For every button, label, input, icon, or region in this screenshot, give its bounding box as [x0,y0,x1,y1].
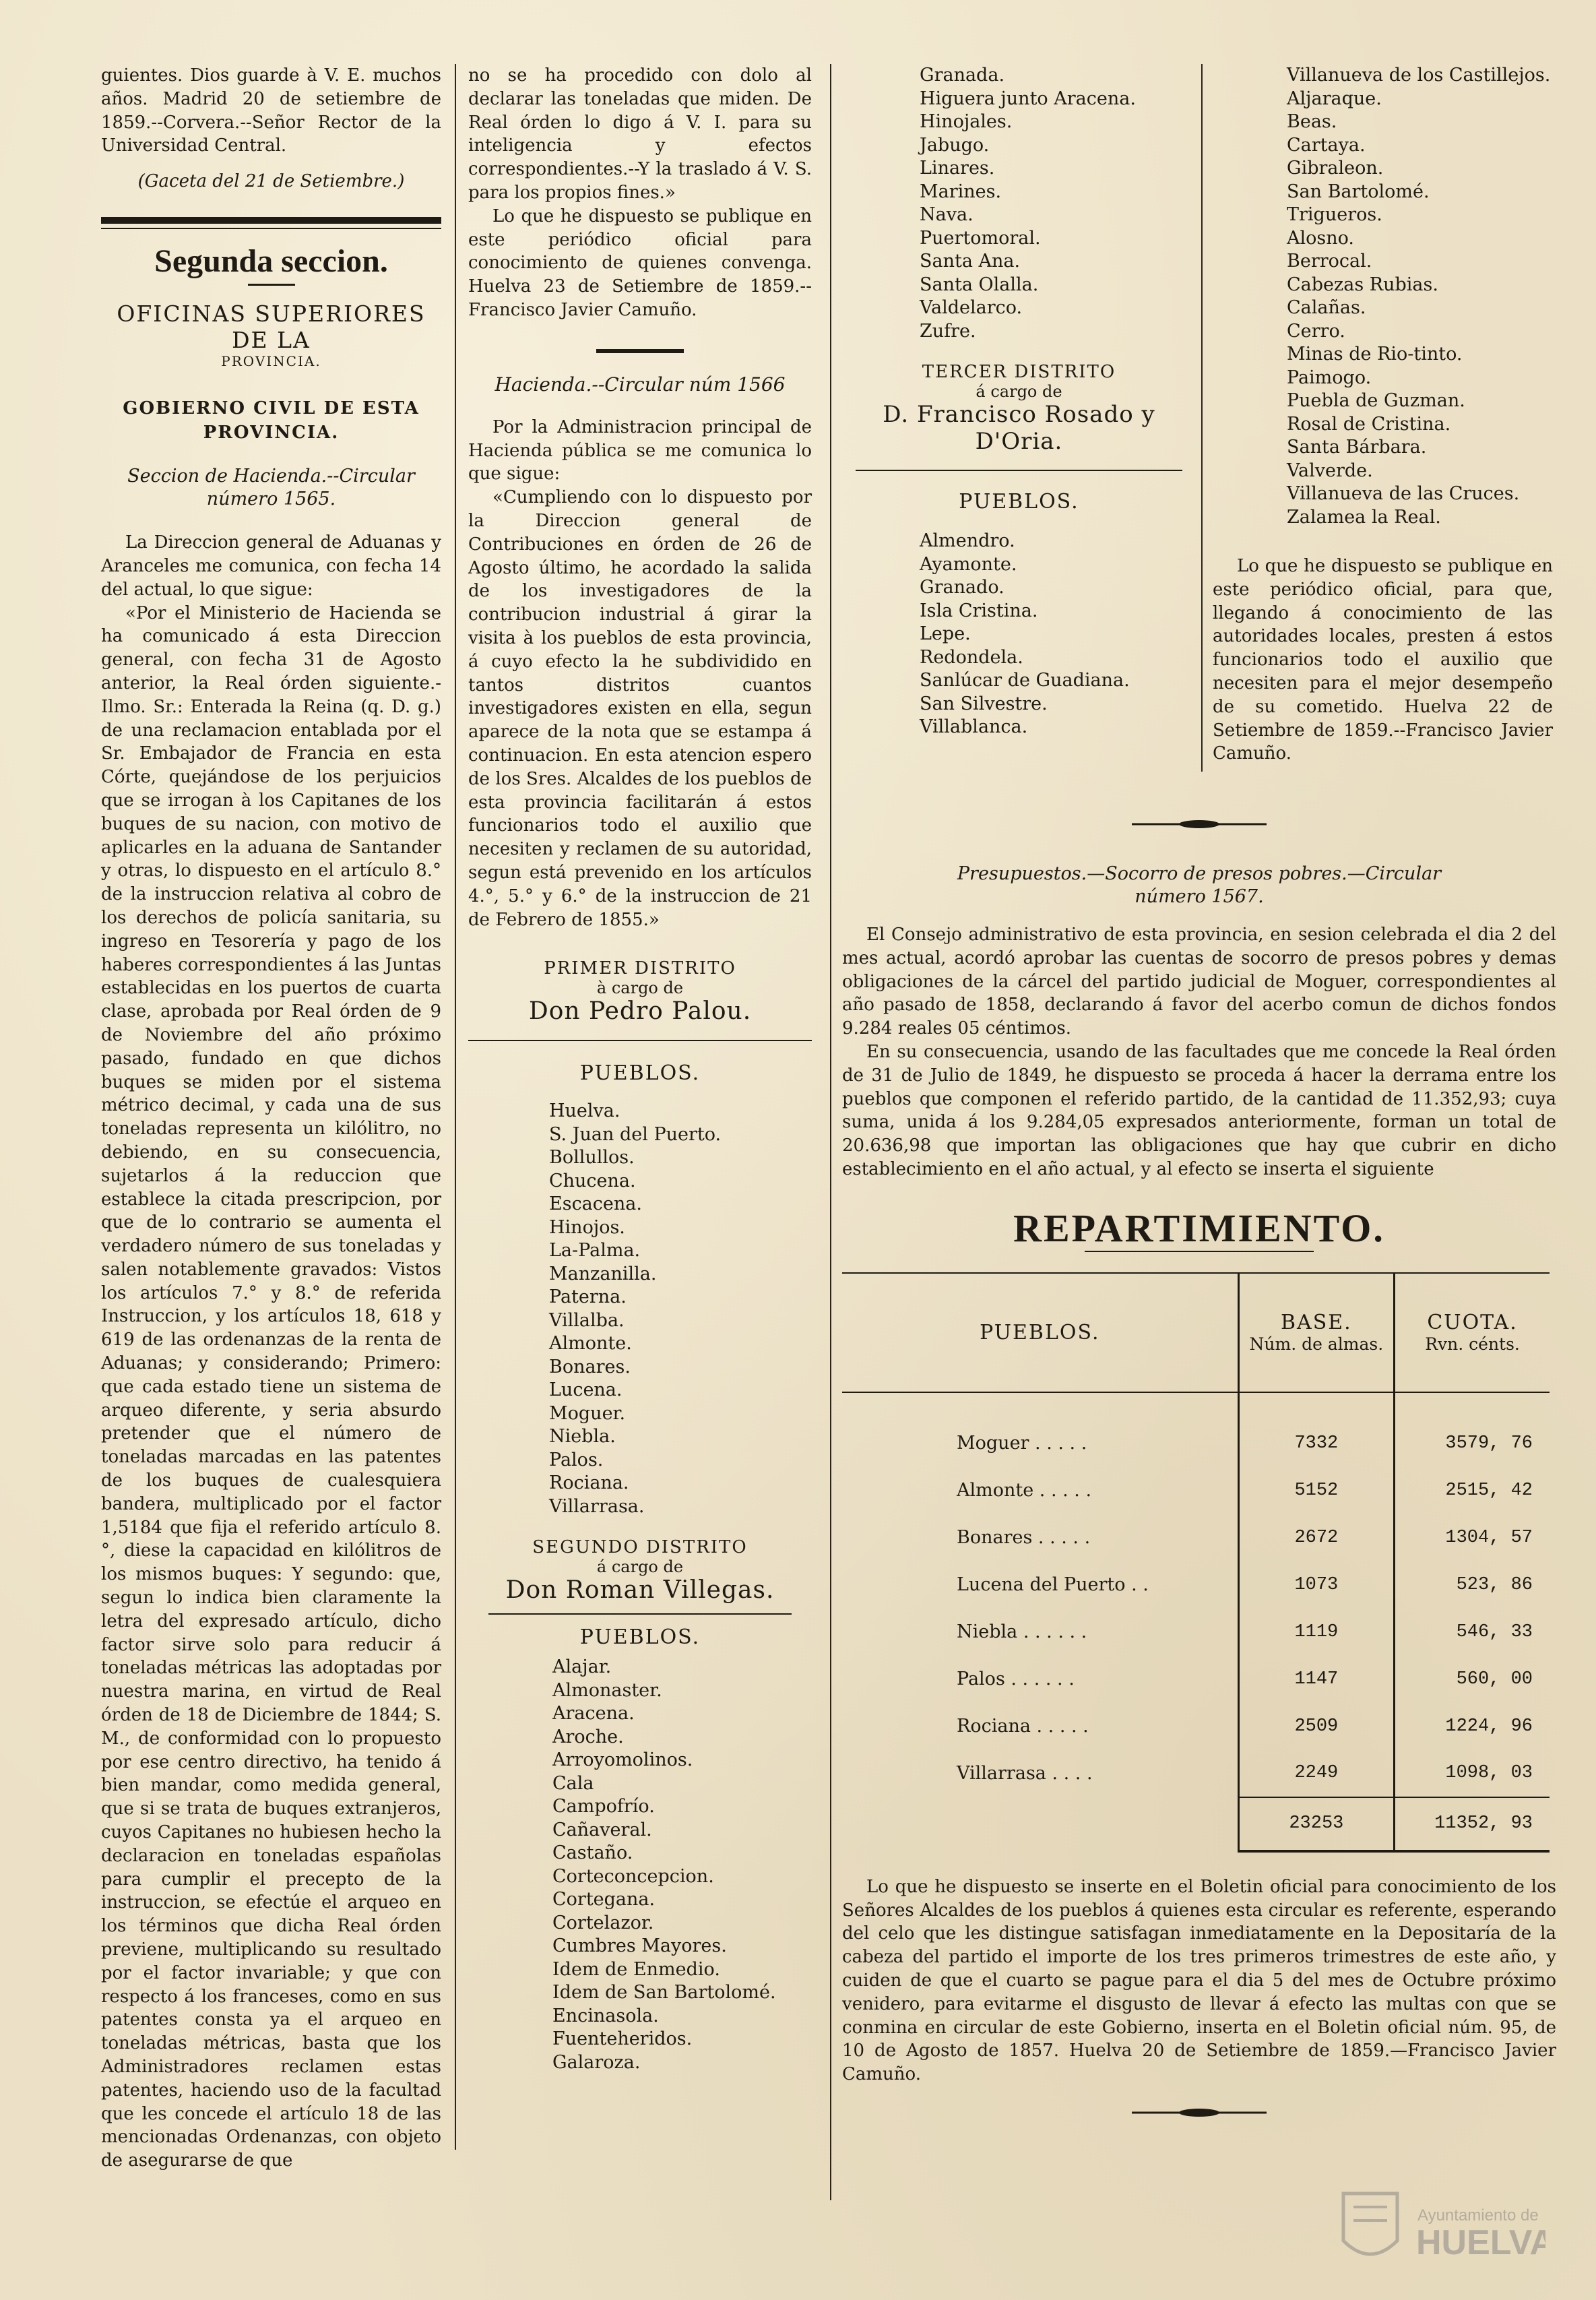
list-item: Galaroza. [552,2051,641,2073]
cell-pueblo: Moguer . . . . . [842,1420,1238,1467]
table-header-row [842,1273,1550,1392]
paragraph: Lo que he dispuesto se publique en este periódico oficial, para que, llegando á conocimiento de las autoridades locales, presten á estos funcionarios todo el auxilio que necesiten para el mejor desempeño de su cometido. Huelva 22 de Setiembre de 1859.--Francisco Javier Camuño. [1213,556,1553,764]
list-item: Aracena. [552,1703,635,1724]
list-item: Zalamea la Real. [1287,506,1441,528]
column-rule [1201,64,1203,772]
district-title: SEGUNDO DISTRITO [532,1537,748,1558]
header-base-sub: Núm. de almas. [1249,1334,1384,1355]
list-item: Berrocal. [1287,251,1372,272]
list-item: Cumbres Mayores. [552,1935,727,1957]
pueblo-name: Palos [957,1669,1005,1690]
cell-cuota: 523, 86 [1456,1574,1533,1595]
list-item: Valdelarco. [920,297,1023,318]
table-row [842,1467,1550,1514]
list-item: Beas. [1287,111,1337,132]
district-name: Don Pedro Palou. [528,997,752,1026]
rule [1085,1251,1314,1252]
column-4 [1213,64,1553,766]
paragraph: no se ha procedido con dolo al declarar las toneladas que miden. De Real órden lo digo á V. I. para su inteligencia y efectos correspondientes.--Y la traslado á V. S. para los propios fines.» [468,65,812,203]
table-total-row [842,1797,1550,1851]
pueblos-list-district-2 [468,1656,812,2074]
paragraph: Por la Administracion principal de Hacienda pública se me comunica lo que sigue: [468,416,812,485]
list-item: Villablanca. [920,716,1028,737]
paragraph: Lo que he dispuesto se inserte en el Boletin oficial para conocimiento de los Señores Alcaldes de los pueblos á quienes esta circular es referente, esperando del celo que les distingue satisfagan inmediatamente en la Depositaría de la cabeza del partido el importe de los tres primeros trimestres de este año, y cuiden de que el cuarto se pague para el dia 5 del mes de Octubre próximo venidero, para evitarme el disgusto de llevar á efecto las multas con que se conmina en circular de este Gobierno, inserta en el Boletin oficial núm. 95, de 10 de Agosto de 1857. Huelva 20 de Setiembre de 1859.—Francisco Javier Camuño. [842,1876,1556,2085]
cell-base: 5152 [1238,1467,1395,1514]
list-item: Zufre. [920,320,976,342]
provincia-heading: PROVINCIA. [221,353,321,370]
list-item: Niebla. [549,1426,616,1448]
cell-cuota: 560, 00 [1456,1669,1533,1689]
list-item: Santa Bárbara. [1287,437,1427,458]
cell-pueblo: Bonares . . . . . [842,1514,1238,1561]
list-item: Corteconcepcion. [552,1865,714,1887]
list-item: Linares. [920,158,995,179]
list-item: Bollullos. [549,1147,635,1169]
list-item: Cerro. [1287,320,1345,342]
list-item: Granado. [920,577,1004,598]
cell-pueblo: Palos . . . . . . [842,1656,1238,1703]
list-item: Bonares. [549,1356,631,1377]
list-item: Alosno. [1287,227,1354,249]
watermark-logo [1337,2180,1545,2281]
list-item: S. Juan del Puerto. [549,1123,722,1145]
district-acargo: á cargo de [976,382,1062,401]
ornament-icon [1132,817,1267,831]
paragraph: «Cumpliendo con lo dispuesto por la Direccion general de Contribuciones en órden de 26 de Agosto último, he acordado la salida de los investigadores de la contribucion industrial á girar la visita à los pueblos de esta provincia, á cuyo efecto la he subdividido en tantos distritos cuantos investigadores existen en ella, segun aparece de la nota que se estampa á continuacion. En esta atencion espero de los Sres. Alcaldes de los pueblos de esta provincia facilitarán á estos funcionarios todo el auxilio que necesiten y reclamen de su autoridad, segun está prevenido en los artículos 4.°, 5.° y 6.° de la instruccion de 21 de Febrero de 1855.» [468,487,812,930]
header-cuota [1395,1273,1550,1392]
column-rule [830,64,831,2200]
circular-1565-title: Seccion de Hacienda.--Circular número 1565. [127,466,415,510]
header-cuota-label: CUOTA. [1427,1311,1518,1335]
header-underline [842,1392,1550,1420]
list-item: Higuera junto Aracena. [920,88,1136,109]
section-rule [101,228,441,229]
pueblos-heading: PUEBLOS. [579,1061,701,1086]
list-item: Lepe. [920,623,971,644]
list-item: San Silvestre. [920,693,1048,714]
cell-cuota: 2515, 42 [1445,1480,1533,1501]
circular-1566-title: Hacienda.--Circular núm 1566 [494,373,786,396]
pueblos-list-district-3-cont [1213,64,1553,529]
table-row [842,1420,1550,1467]
list-item: Villanueva de los Castillejos. [1287,65,1551,86]
list-item: Cortegana. [552,1889,656,1910]
pueblo-name: Villarrasa [957,1763,1046,1784]
cell-pueblo: Lucena del Puerto . . [842,1561,1238,1609]
ornament-divider [842,2104,1556,2124]
cell-pueblo: Rociana . . . . . [842,1703,1238,1750]
table-row [842,1514,1550,1561]
cell-base: 2249 [1238,1750,1395,1797]
table-row [842,1609,1550,1656]
pueblo-name: Niebla [957,1621,1018,1643]
paragraph: Lo que he dispuesto se publique en este periódico oficial para conocimiento de quienes convenga. Huelva 23 de Setiembre de 1859.--Francisco Javier Camuño. [468,206,812,320]
list-item: Rosal de Cristina. [1287,413,1451,435]
list-item: Hinojos. [549,1216,625,1238]
list-item: Paimogo. [1287,367,1372,388]
district-acargo: á cargo de [596,1557,684,1577]
list-item: Almonaster. [552,1679,662,1701]
pueblo-name: Bonares [957,1527,1033,1549]
list-item: Rociana. [549,1472,629,1494]
list-item: Lucena. [549,1379,623,1401]
list-item: Manzanilla. [549,1263,657,1284]
column-2 [468,64,812,2074]
paragraph: guientes. Dios guarde à V. E. muchos años. Madrid 20 de setiembre de 1859.--Corvera.--Señor Rector de la Universidad Central. [101,65,441,156]
list-item: Cabezas Rubias. [1287,274,1438,295]
ornament-icon [1132,2106,1267,2119]
list-item: Idem de Enmedio. [552,1958,720,1980]
crest-icon [1337,2180,1545,2281]
list-item: Ayamonte. [920,553,1017,575]
cell-base: 2672 [1238,1514,1395,1561]
section-title: Segunda seccion. [154,243,388,280]
list-item: Huelva. [549,1100,620,1122]
cell-cuota: 1304, 57 [1445,1527,1533,1548]
list-item: Trigueros. [1287,204,1382,225]
list-item: Fuenteheridos. [552,2028,693,2050]
table-row [842,1750,1550,1797]
header-base [1238,1273,1395,1392]
table-row [842,1703,1550,1750]
oficinas-heading: OFICINAS SUPERIORES DE LA [117,301,426,354]
list-item: Villalba. [549,1309,625,1331]
total-cuota: 11352, 93 [1395,1797,1550,1851]
paragraph: En su consecuencia, usando de las facultades que me concede la Real órden de 31 de Julio de 1849, he dispuesto se proceda á hacer la derrama entre los pueblos que componen el referido partido, de la cantidad de 11.352,93; cuya suma, unida á los 9.284,05 expresados anteriormente, forman un total de 20.636,98 que importan las obligaciones que hay que cubrir en dicho establecimiento en el año actual, y al efecto se inserta el siguiente [842,1041,1556,1179]
list-item: Puertomoral. [920,227,1041,249]
list-item: Palos. [549,1449,604,1470]
pueblos-list-district-3 [842,530,1196,739]
watermark-line2: HUELVA [1416,2223,1545,2262]
paragraph: «Por el Ministerio de Hacienda se ha comunicado á esta Direccion general, con fecha 31 de Agosto anterior, la Real órden siguiente.-Ilmo. Sr.: Enterada la Reina (q. D. g.) de una reclamacion entablada por el Sr. Embajador de Francia en esta Córte, quejándose de los perjuicios que se irrogan à los Capitanes de los buques de su nacion, con motivo de aplicarles en la aduana de Santander y otras, lo dispuesto en el artículo 8.° de la instruccion relativa al cobro de los derechos de policía sanitaria, su ingreso en Tesorería y pago de los haberes correspondientes á las Juntas establecidas en los puertos de cuarta clase, aprobada por Real órden de 9 de Noviembre del año próximo pasado, fundado en que dichos buques se miden por el sistema métrico decimal, y cada una de sus toneladas representa un kilólitro, no debiendo, en su consecuencia, sujetarlos á la reduccion que establece la citada prescripcion, por que de lo contrario se aumenta el verdadero número de sus toneladas y salen notablemente gravados: Vistos los artículos 7.° y 8.° de referida Instruccion, y los artículos 18, 618 y 619 de las ordenanzas de la renta de Aduanas; y considerando; Primero: que cada estado tiene un sistema de arqueo diferente, y seria absurdo pretender que el número de toneladas marcadas en las patentes de los buques de cualesquiera bandera, multiplicado por el factor 1,5184 que fija el referido artículo 8.°, diese la capacidad en kilólitros de los mismos buques: Y segundo: que, segun lo indica bien claramente la letra del expresado artículo, dicho factor sirve solo para reducir á toneladas métricas las adoptadas por nuestra marina, en virtud de Real órden de 18 de Diciembre de 1844; S. M., de conformidad con lo propuesto por ese centro directivo, ha tenido á bien mandar, como medida general, que si se trata de buques extranjeros, cuyos Capitanes no hubiesen hecho la declaracion en toneladas españolas para cumplir el precepto de la instruccion, se efectúe el arqueo en los términos que dicha Real órden previene, multiplicando su resultado por el factor invariable; y que con respecto á los franceses, como en sus patentes consta ya el arqueo en toneladas métricas, basta que los Administradores reclamen estas patentes, haciendo uso de la facultad que les concede el artículo 18 de las mencionadas Ordenanzas, con objeto de asegurarse de que [101,602,441,2171]
list-item: Idem de San Bartolomé. [552,1982,776,2003]
district-acargo: à cargo de [596,978,684,998]
watermark-line1: Ayuntamiento de [1417,2206,1539,2225]
cell-base: 1147 [1238,1656,1395,1703]
gaceta-note: (Gaceta del 21 de Setiembre.) [137,171,405,192]
cell-cuota: 546, 33 [1456,1621,1533,1642]
list-item: Gibraleon. [1287,158,1384,179]
paragraph: El Consejo administrativo de esta provincia, en sesion celebrada el dia 2 del mes actual, acordó aprobar las cuentas de socorro de presos pobres y demas obligaciones de la cárcel del partido judicial de Moguer, correspondientes al año pasado de 1858, declarando á favor del acerbo comun de dichos fondos 9.284 reales 05 céntimos. [842,925,1556,1039]
list-item: Escacena. [549,1193,642,1215]
pueblos-list-district-2-cont [842,64,1196,343]
section-rule [101,217,441,224]
table-row [842,1561,1550,1609]
rule [468,1040,812,1041]
list-item: Villanueva de las Cruces. [1287,483,1520,504]
cell-cuota: 3579, 76 [1445,1433,1533,1454]
district-title: PRIMER DISTRITO [544,958,736,979]
cell-cuota: 1224, 96 [1445,1716,1533,1737]
list-item: Nava. [920,204,973,225]
divider [596,349,684,353]
list-item: Cañaveral. [552,1819,652,1840]
list-item: Campofrío. [552,1796,655,1817]
list-item: Santa Olalla. [920,274,1039,295]
ornament-divider [842,815,1556,836]
list-item: Minas de Rio-tinto. [1287,344,1463,365]
list-item: Villarrasa. [549,1495,645,1517]
list-item: Valverde. [1287,460,1373,481]
list-item: Isla Cristina. [920,600,1038,621]
list-item: Hinojales. [920,111,1013,132]
rule [488,1613,792,1615]
pueblo-name: Rociana [957,1716,1031,1737]
pueblos-heading: PUEBLOS. [579,1625,701,1650]
cell-base: 7332 [1238,1420,1395,1467]
list-item: Marines. [920,181,1002,202]
divider [248,284,295,286]
list-item: Santa Ana. [920,251,1021,272]
list-item: Cortelazor. [552,1912,654,1933]
list-item: Paterna. [549,1286,627,1308]
list-item: Aljaraque. [1287,88,1382,109]
list-item: Granada. [920,65,1005,86]
list-item: Cartaya. [1287,134,1366,156]
pueblos-list-district-1 [468,1100,812,1518]
pueblo-name: Moguer [957,1433,1029,1454]
pueblo-name: Lucena del Puerto [957,1574,1126,1596]
repartimiento-table [842,1272,1550,1853]
column-rule [455,64,456,2150]
pueblos-heading: PUEBLOS. [959,490,1079,514]
header-cuota-sub: Rvn. cénts. [1425,1334,1520,1355]
cell-pueblo: Almonte . . . . . [842,1467,1238,1514]
pueblo-name: Almonte [957,1480,1034,1501]
district-name: Don Roman Villegas. [505,1576,775,1605]
list-item: Almonte. [549,1333,632,1355]
total-base: 23253 [1238,1797,1395,1851]
cell-cuota: 1098, 03 [1445,1763,1533,1784]
list-item: Chucena. [549,1170,636,1191]
repartimiento-block [842,863,1556,2124]
gobierno-heading: GOBIERNO CIVIL DE ESTA PROVINCIA. [123,398,420,443]
district-name: D. Francisco Rosado y D'Oria. [883,401,1155,455]
list-item: Moguer. [549,1402,626,1424]
list-item: Encinasola. [552,2005,659,2026]
header-base-label: BASE. [1281,1311,1352,1335]
list-item: Redondela. [920,646,1023,668]
paragraph: La Direccion general de Aduanas y Aranceles me comunica, con fecha 14 del actual, lo que sigue: [101,532,441,600]
cell-base: 2509 [1238,1703,1395,1750]
list-item: Alajar. [552,1656,612,1678]
header-pueblos: PUEBLOS. [842,1273,1238,1392]
circular-1567-title: Presupuestos.—Socorro de presos pobres.—Circular número 1567. [957,863,1442,907]
list-item: Almendro. [920,530,1015,551]
list-item: Calañas. [1287,297,1366,318]
district-title: TERCER DISTRITO [922,362,1116,382]
list-item: Castaño. [552,1842,633,1864]
repartimiento-title: REPARTIMIENTO. [1013,1206,1385,1250]
list-item: Sanlúcar de Guadiana. [920,670,1130,691]
cell-pueblo: Villarrasa . . . . [842,1750,1238,1797]
cell-base: 1073 [1238,1561,1395,1609]
list-item: Jabugo. [920,134,990,156]
list-item: Arroyomolinos. [552,1749,693,1771]
list-item: Aroche. [552,1726,624,1747]
cell-pueblo: Niebla . . . . . . [842,1609,1238,1656]
cell-base: 1119 [1238,1609,1395,1656]
rule [856,470,1182,471]
list-item: Puebla de Guzman. [1287,390,1465,411]
table-row [842,1656,1550,1703]
column-1 [101,64,441,2173]
column-3 [842,64,1196,739]
list-item: Cala [552,1772,594,1794]
list-item: La-Palma. [549,1240,641,1262]
list-item: San Bartolomé. [1287,181,1430,202]
